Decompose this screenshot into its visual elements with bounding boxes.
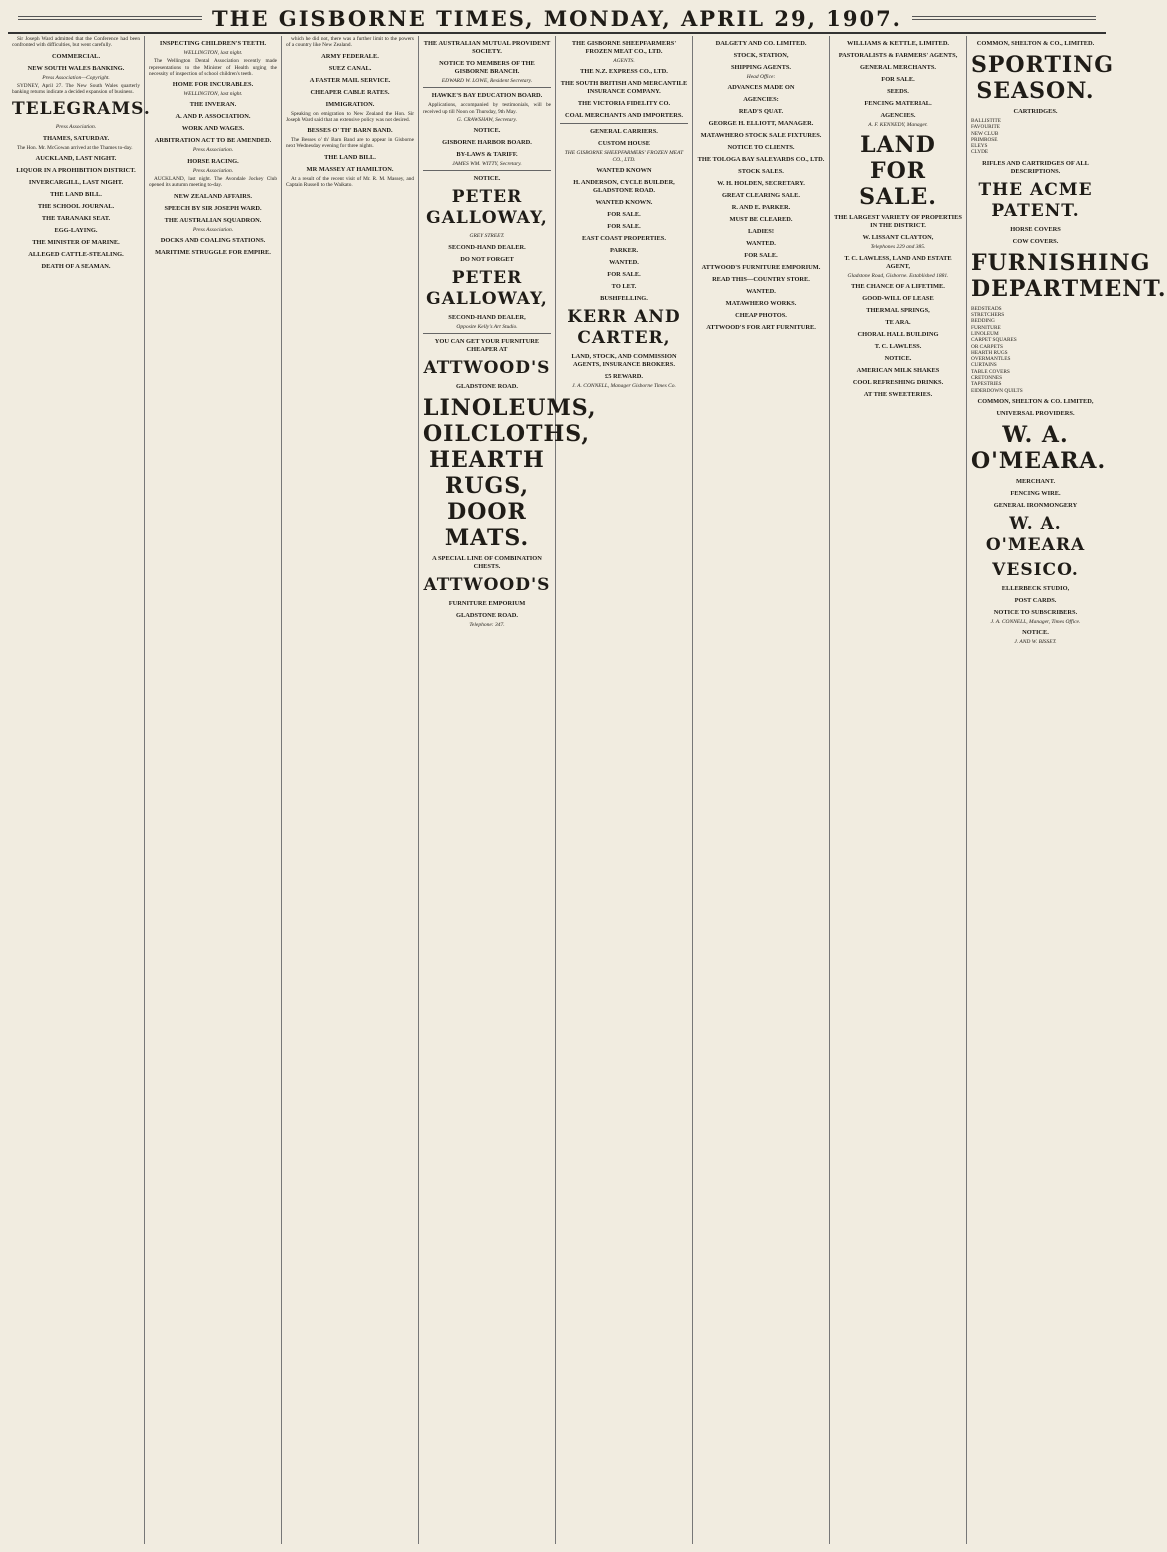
masthead <box>8 4 1106 34</box>
column-rule <box>423 333 551 334</box>
headline: NOTICE. <box>473 127 501 135</box>
headline: HAWKE'S BAY EDUCATION BOARD. <box>431 92 543 100</box>
article-paragraph: Speaking on emigration to New Zealand the Hon. Sir Joseph Ward said that an extensive policy was not desired. <box>286 110 414 123</box>
article-paragraph: The Wellington Dental Association recently made representations to the Minister of Health urging the necessity of inspection of school children's teeth. <box>149 58 277 77</box>
column-1 <box>8 36 151 1544</box>
headline: FENCING WIRE. <box>1010 489 1061 497</box>
subheading: J. A. CONNELL, Manager Gisborne Times Co. <box>572 382 676 389</box>
headline: STOCK, STATION, <box>733 52 789 59</box>
column-5 <box>556 36 693 1544</box>
list-item: BEDSTEADS <box>971 305 1002 312</box>
display-advert-heading: PETER GALLOWAY, <box>426 267 548 309</box>
headline: HOME FOR INCURABLES. <box>172 81 254 89</box>
headline: BUSHFELLING. <box>600 294 648 302</box>
headline: AGENCIES. <box>880 112 916 119</box>
headline: THE CHANCE OF A LIFETIME. <box>851 282 945 290</box>
headline: THE GISBORNE SHEEPFARMERS' FROZEN MEAT CO., LTD. <box>571 40 677 55</box>
display-advert-heading: SPORTING SEASON. <box>971 52 1115 104</box>
headline: HORSE RACING. <box>187 157 239 165</box>
headline: COMMON, SHELTON & CO., LIMITED. <box>976 40 1095 47</box>
column-6 <box>693 36 830 1544</box>
headline: THE AUSTRALIAN SQUADRON. <box>164 216 262 224</box>
headline: READ THIS—COUNTRY STORE. <box>712 276 810 284</box>
headline: THE INVERAN. <box>189 101 237 109</box>
headline: SECOND-HAND DEALER, <box>448 313 526 321</box>
headline: THAMES, SATURDAY. <box>42 134 110 142</box>
headline: THE LARGEST VARIETY OF PROPERTIES IN THE DISTRICT. <box>834 214 962 230</box>
headline: NEW ZEALAND AFFAIRS. <box>173 192 253 200</box>
list-item: CLYDE <box>971 149 989 156</box>
headline: GLADSTONE ROAD. <box>455 383 519 391</box>
headline: £5 REWARD. <box>605 372 643 380</box>
headline: AUCKLAND, LAST NIGHT. <box>35 155 117 163</box>
list-item: EIDERDOWN QUILTS <box>971 387 1023 394</box>
headline: AMERICAN MILK SHAKES <box>856 366 940 374</box>
subheading: J. AND W. BISSET. <box>1014 639 1057 646</box>
headline: PASTORALISTS & FARMERS' AGENTS, <box>838 52 958 59</box>
headline: MUST BE CLEARED. <box>729 216 793 224</box>
headline: SEEDS. <box>887 88 909 95</box>
headline: LADIES! <box>748 228 774 236</box>
headline: POST CARDS. <box>1014 596 1057 604</box>
item-list <box>971 306 1100 394</box>
headline: EAST COAST PROPERTIES. <box>582 234 666 242</box>
article-paragraph: The Hon. Mr. McGowan arrived at the Thames to-day. <box>17 144 133 151</box>
subheading: Telephones 229 and 385. <box>870 244 926 251</box>
headline: READ'S QUAT. <box>738 108 784 116</box>
headline: ARBITRATION ACT TO BE AMENDED. <box>154 137 272 145</box>
headline: A. AND P. ASSOCIATION. <box>175 113 251 121</box>
newspaper-page <box>8 36 1167 1544</box>
subheading: Press Association. <box>192 147 234 154</box>
headline: MERCHANT. <box>1015 477 1056 485</box>
column-7 <box>830 36 967 1544</box>
headline: FOR SALE. <box>744 252 778 260</box>
column-8 <box>967 36 1167 1544</box>
subheading: GREY STREET. <box>469 233 505 240</box>
headline: PARKER. <box>609 246 639 254</box>
headline: WANTED KNOWN <box>596 166 652 174</box>
headline: STOCK SALES. <box>738 168 784 176</box>
subheading: A. F. KENNEDY, Manager. <box>868 122 928 128</box>
list-item: STRETCHERS <box>971 312 1005 319</box>
headline: W. H. HOLDEN, SECRETARY. <box>717 180 805 188</box>
headline: YOU CAN GET YOUR FURNITURE CHEAPER AT <box>434 338 540 354</box>
subheading: G. CRAWSHAW, Secretary. <box>456 116 518 123</box>
headline: THE SCHOOL JOURNAL. <box>37 203 115 211</box>
headline: UNIVERSAL PROVIDERS. <box>996 409 1075 417</box>
column-rule <box>423 170 551 171</box>
headline: WANTED. <box>746 240 776 248</box>
list-item: ELEYS <box>971 143 988 150</box>
headline: COMMERCIAL. <box>51 52 101 60</box>
list-item: TAPESTRIES <box>971 381 1002 388</box>
headline: THE MINISTER OF MARINE. <box>32 239 120 247</box>
headline: THE AUSTRALIAN MUTUAL PROVIDENT SOCIETY. <box>423 40 551 55</box>
headline: THERMAL SPRINGS, <box>866 306 930 314</box>
list-item: CRETONNES <box>971 375 1003 382</box>
display-advert-heading: THE ACME PATENT. <box>978 179 1093 221</box>
headline: HORSE COVERS <box>1010 225 1061 233</box>
headline: MATAWHERO WORKS. <box>725 300 797 308</box>
headline: ALLEGED CATTLE-STEALING. <box>28 251 124 259</box>
headline: W. LISSANT CLAYTON, <box>862 234 934 242</box>
headline: DEATH OF A SEAMAN. <box>41 263 111 271</box>
display-advert-heading: LAND FOR SALE. <box>859 132 937 211</box>
subheading: Press Association. <box>192 226 234 233</box>
headline: TO LET. <box>611 282 637 290</box>
headline: SHIPPING AGENTS. <box>730 64 791 71</box>
headline: H. ANDERSON, CYCLE BUILDER, GLADSTONE ROAD. <box>573 178 675 194</box>
headline: SUEZ CANAL. <box>328 64 372 72</box>
headline: ARMY FEDERALE. <box>321 52 379 60</box>
headline: COMMON, SHELTON & CO. LIMITED, <box>977 397 1094 405</box>
headline: MR MASSEY AT HAMILTON. <box>306 165 394 173</box>
subheading: EDWARD W. LOWE, Resident Secretary. <box>441 78 533 84</box>
headline: ATTWOOD'S FOR ART FURNITURE. <box>706 324 816 332</box>
subheading: WELLINGTON, last night. <box>183 50 243 56</box>
headline: AGENCIES: <box>743 96 779 104</box>
headline: NOTICE. <box>884 354 912 362</box>
headline: INVERCARGILL, LAST NIGHT. <box>28 179 124 187</box>
headline: WILLIAMS & KETTLE, LIMITED. <box>846 40 950 47</box>
subheading: Gladstone Road, Gisborne. Established 1881. <box>847 272 949 279</box>
headline: RIFLES AND CARTRIDGES OF ALL DESCRIPTIONS. <box>982 159 1089 175</box>
headline: GENERAL CARRIERS. <box>590 128 658 136</box>
list-item: BALLISTITE <box>971 118 1002 124</box>
headline: DO NOT FORGET <box>460 255 514 263</box>
subheading: WELLINGTON, last night. <box>183 91 243 98</box>
headline: COOL REFRESHING DRINKS. <box>852 378 944 386</box>
column-rule <box>560 123 688 124</box>
list-item: CARPET SQUARES <box>971 337 1017 344</box>
article-paragraph: which he did not, there was a further limit to the powers of a country like New Zealand. <box>286 36 414 49</box>
headline: NOTICE TO CLIENTS. <box>727 144 795 152</box>
headline: GISBORNE HARBOR BOARD. <box>442 139 532 147</box>
subheading: Opposite Kelly's Art Studio. <box>456 323 518 330</box>
display-advert-heading: FURNISHING DEPARTMENT. <box>971 249 1167 302</box>
article-paragraph: At a result of the recent visit of Mr. R. M. Massey, and Captain Russell to the Waikato. <box>286 175 414 189</box>
subheading: J. A. CONNELL, Manager, Times Office. <box>990 618 1081 625</box>
display-advert-heading: LINOLEUMS, OILCLOTHS, HEARTH RUGS, DOOR MATS. <box>423 395 597 552</box>
headline: BY-LAWS & TARIFF. <box>456 151 518 159</box>
headline: IMMIGRATION. <box>325 100 375 108</box>
headline: TE ARA. <box>885 318 911 326</box>
headline: NOTICE TO MEMBERS OF THE GISBORNE BRANCH. <box>439 60 535 75</box>
list-item: OR CARPETS <box>971 343 1003 350</box>
headline: THE LAND BILL. <box>324 153 376 161</box>
headline: LIQUOR IN A PROHIBITION DISTRICT. <box>16 167 136 175</box>
headline: FOR SALE. <box>607 222 641 230</box>
subheading: THE GISBORNE SHEEPFARMERS' FROZEN MEAT CO., LTD. <box>564 150 684 163</box>
headline: T. C. LAWLESS. <box>874 342 922 350</box>
headline: COW COVERS. <box>1012 237 1059 245</box>
headline: WANTED. <box>609 258 639 266</box>
headline: GENERAL MERCHANTS. <box>860 64 936 71</box>
headline: WORK AND WAGES. <box>181 125 245 133</box>
headline: MARITIME STRUGGLE FOR EMPIRE. <box>155 248 271 256</box>
headline: WANTED. <box>746 288 776 296</box>
headline: CARTRIDGES. <box>1013 108 1058 115</box>
column-rule <box>423 87 551 88</box>
item-list <box>971 118 1100 156</box>
headline: WANTED KNOWN. <box>595 198 653 206</box>
list-item: TABLE COVERS <box>971 368 1010 375</box>
display-advert-heading: ATTWOOD'S <box>423 358 551 379</box>
headline: A FASTER MAIL SERVICE. <box>309 76 391 84</box>
headline: EGG-LAYING. <box>54 227 98 235</box>
list-item: FAVOURITE <box>971 124 1000 131</box>
list-item: OVERMANTLES <box>971 356 1011 363</box>
headline: CHEAPER CABLE RATES. <box>310 88 390 96</box>
headline: FENCING MATERIAL. <box>864 100 932 107</box>
headline: T. C. LAWLESS, LAND AND ESTATE AGENT, <box>844 254 952 270</box>
headline: CUSTOM HOUSE <box>598 140 650 148</box>
headline: THE SOUTH BRITISH AND MERCANTILE INSURANCE COMPANY. <box>560 80 688 96</box>
column-4 <box>419 36 597 1544</box>
headline: AT THE SWEETERIES. <box>863 390 933 398</box>
headline: FOR SALE. <box>881 76 915 83</box>
list-item: BEDDING <box>971 318 995 325</box>
list-item: HEARTH RUGS <box>971 349 1008 356</box>
headline: GENERAL IRONMONGERY <box>993 501 1078 509</box>
subheading: JAMES WM. WITTY, Secretary. <box>452 161 522 168</box>
headline: NOTICE. <box>1022 629 1049 637</box>
display-advert-heading: PETER GALLOWAY, <box>426 187 548 229</box>
list-item: PRIMROSE <box>971 136 998 143</box>
masthead-rule-right <box>912 16 1096 20</box>
headline: GOOD-WILL OF LEASE <box>862 294 934 302</box>
article-paragraph: Sir Joseph Ward admitted that the Conference had been confronted with difficulties, but went carefully. <box>12 36 140 49</box>
list-item: LINOLEUM <box>971 330 999 337</box>
headline: GREAT CLEARING SALE. <box>721 192 801 200</box>
headline: FURNITURE EMPORIUM <box>448 600 526 608</box>
column-3 <box>282 36 419 1544</box>
subheading: Press Association. <box>192 167 234 174</box>
display-advert-heading: TELEGRAMS. <box>12 99 151 120</box>
list-item: FURNITURE <box>971 324 1001 331</box>
headline: ATTWOOD'S FURNITURE EMPORIUM. <box>701 264 821 272</box>
headline: SPEECH BY SIR JOSEPH WARD. <box>164 204 262 212</box>
headline: THE TOLOGA BAY SALEYARDS CO., LTD. <box>697 156 825 164</box>
list-item: CURTAINS <box>971 362 997 369</box>
list-item: NEW CLUB <box>971 130 999 137</box>
headline: THE LAND BILL. <box>50 191 102 199</box>
subheading: Head Office: <box>746 74 776 80</box>
article-paragraph: SYDNEY, April 27. The New South Wales quarterly banking returns indicate a decided expansion of business. <box>12 82 140 96</box>
headline: DALGETY AND CO. LIMITED. <box>715 40 807 47</box>
headline: LAND, STOCK, AND COMMISSION AGENTS, INSURANCE BROKERS. <box>571 352 677 368</box>
display-advert-heading: KERR AND CARTER, <box>567 306 681 348</box>
headline: FOR SALE. <box>607 270 641 278</box>
headline: INSPECTING CHILDREN'S TEETH. <box>159 40 267 47</box>
headline: CHORAL HALL BUILDING <box>857 330 939 338</box>
headline: A SPECIAL LINE OF COMBINATION CHESTS. <box>432 555 542 571</box>
headline: SECOND-HAND DEALER. <box>448 243 526 251</box>
article-paragraph: Applications, accompanied by testimonials, will be received up till Noon on Thursday, 9th May. <box>423 102 551 115</box>
headline: FOR SALE. <box>607 210 641 218</box>
headline: GLADSTONE ROAD. <box>455 612 519 620</box>
display-advert-heading: VESICO. <box>992 559 1079 580</box>
headline: NOTICE TO SUBSCRIBERS. <box>993 608 1078 616</box>
article-paragraph: AUCKLAND, last night. The Avondale Jockey Club opened its autumn meeting to-day. <box>149 176 277 189</box>
subheading: AGENTS. <box>613 58 635 64</box>
headline: DOCKS AND COALING STATIONS. <box>160 236 266 244</box>
headline: R. AND E. PARKER. <box>731 204 791 212</box>
headline: NOTICE. <box>473 175 501 183</box>
headline: ADVANCES MADE ON <box>727 84 795 92</box>
headline: THE N.Z. EXPRESS CO., LTD. <box>580 68 668 76</box>
headline: THE VICTORIA FIDELITY CO. <box>577 100 671 108</box>
headline: THE TARANAKI SEAT. <box>41 215 111 223</box>
headline: CHEAP PHOTOS. <box>735 312 787 320</box>
headline: BESSES O' TH' BARN BAND. <box>307 127 393 135</box>
subheading: Telephone: 347. <box>469 622 505 629</box>
newspaper-title: THE GISBORNE TIMES, MONDAY, APRIL 29, 1907. <box>212 5 902 31</box>
display-advert-heading: W. A. O'MEARA. <box>971 421 1107 474</box>
headline: GEORGE H. ELLIOTT, MANAGER. <box>708 120 814 128</box>
subheading: Press Association—Copyright. <box>42 74 110 81</box>
subheading: Press Association. <box>55 124 97 131</box>
masthead-rule-left <box>18 16 202 20</box>
display-advert-heading: W. A. O'MEARA <box>985 513 1086 555</box>
headline: MATAWHERO STOCK SALE FIXTURES. <box>700 132 822 140</box>
headline: NEW SOUTH WALES BANKING. <box>27 64 125 72</box>
headline: COAL MERCHANTS AND IMPORTERS. <box>564 112 683 120</box>
article-paragraph: The Besses o' th' Barn Band are to appear in Gisborne next Wednesday evening for three nights. <box>286 137 414 150</box>
display-advert-heading: ATTWOOD'S <box>423 575 551 596</box>
column-2 <box>145 36 282 1544</box>
headline: ELLERBECK STUDIO, <box>1001 584 1070 592</box>
